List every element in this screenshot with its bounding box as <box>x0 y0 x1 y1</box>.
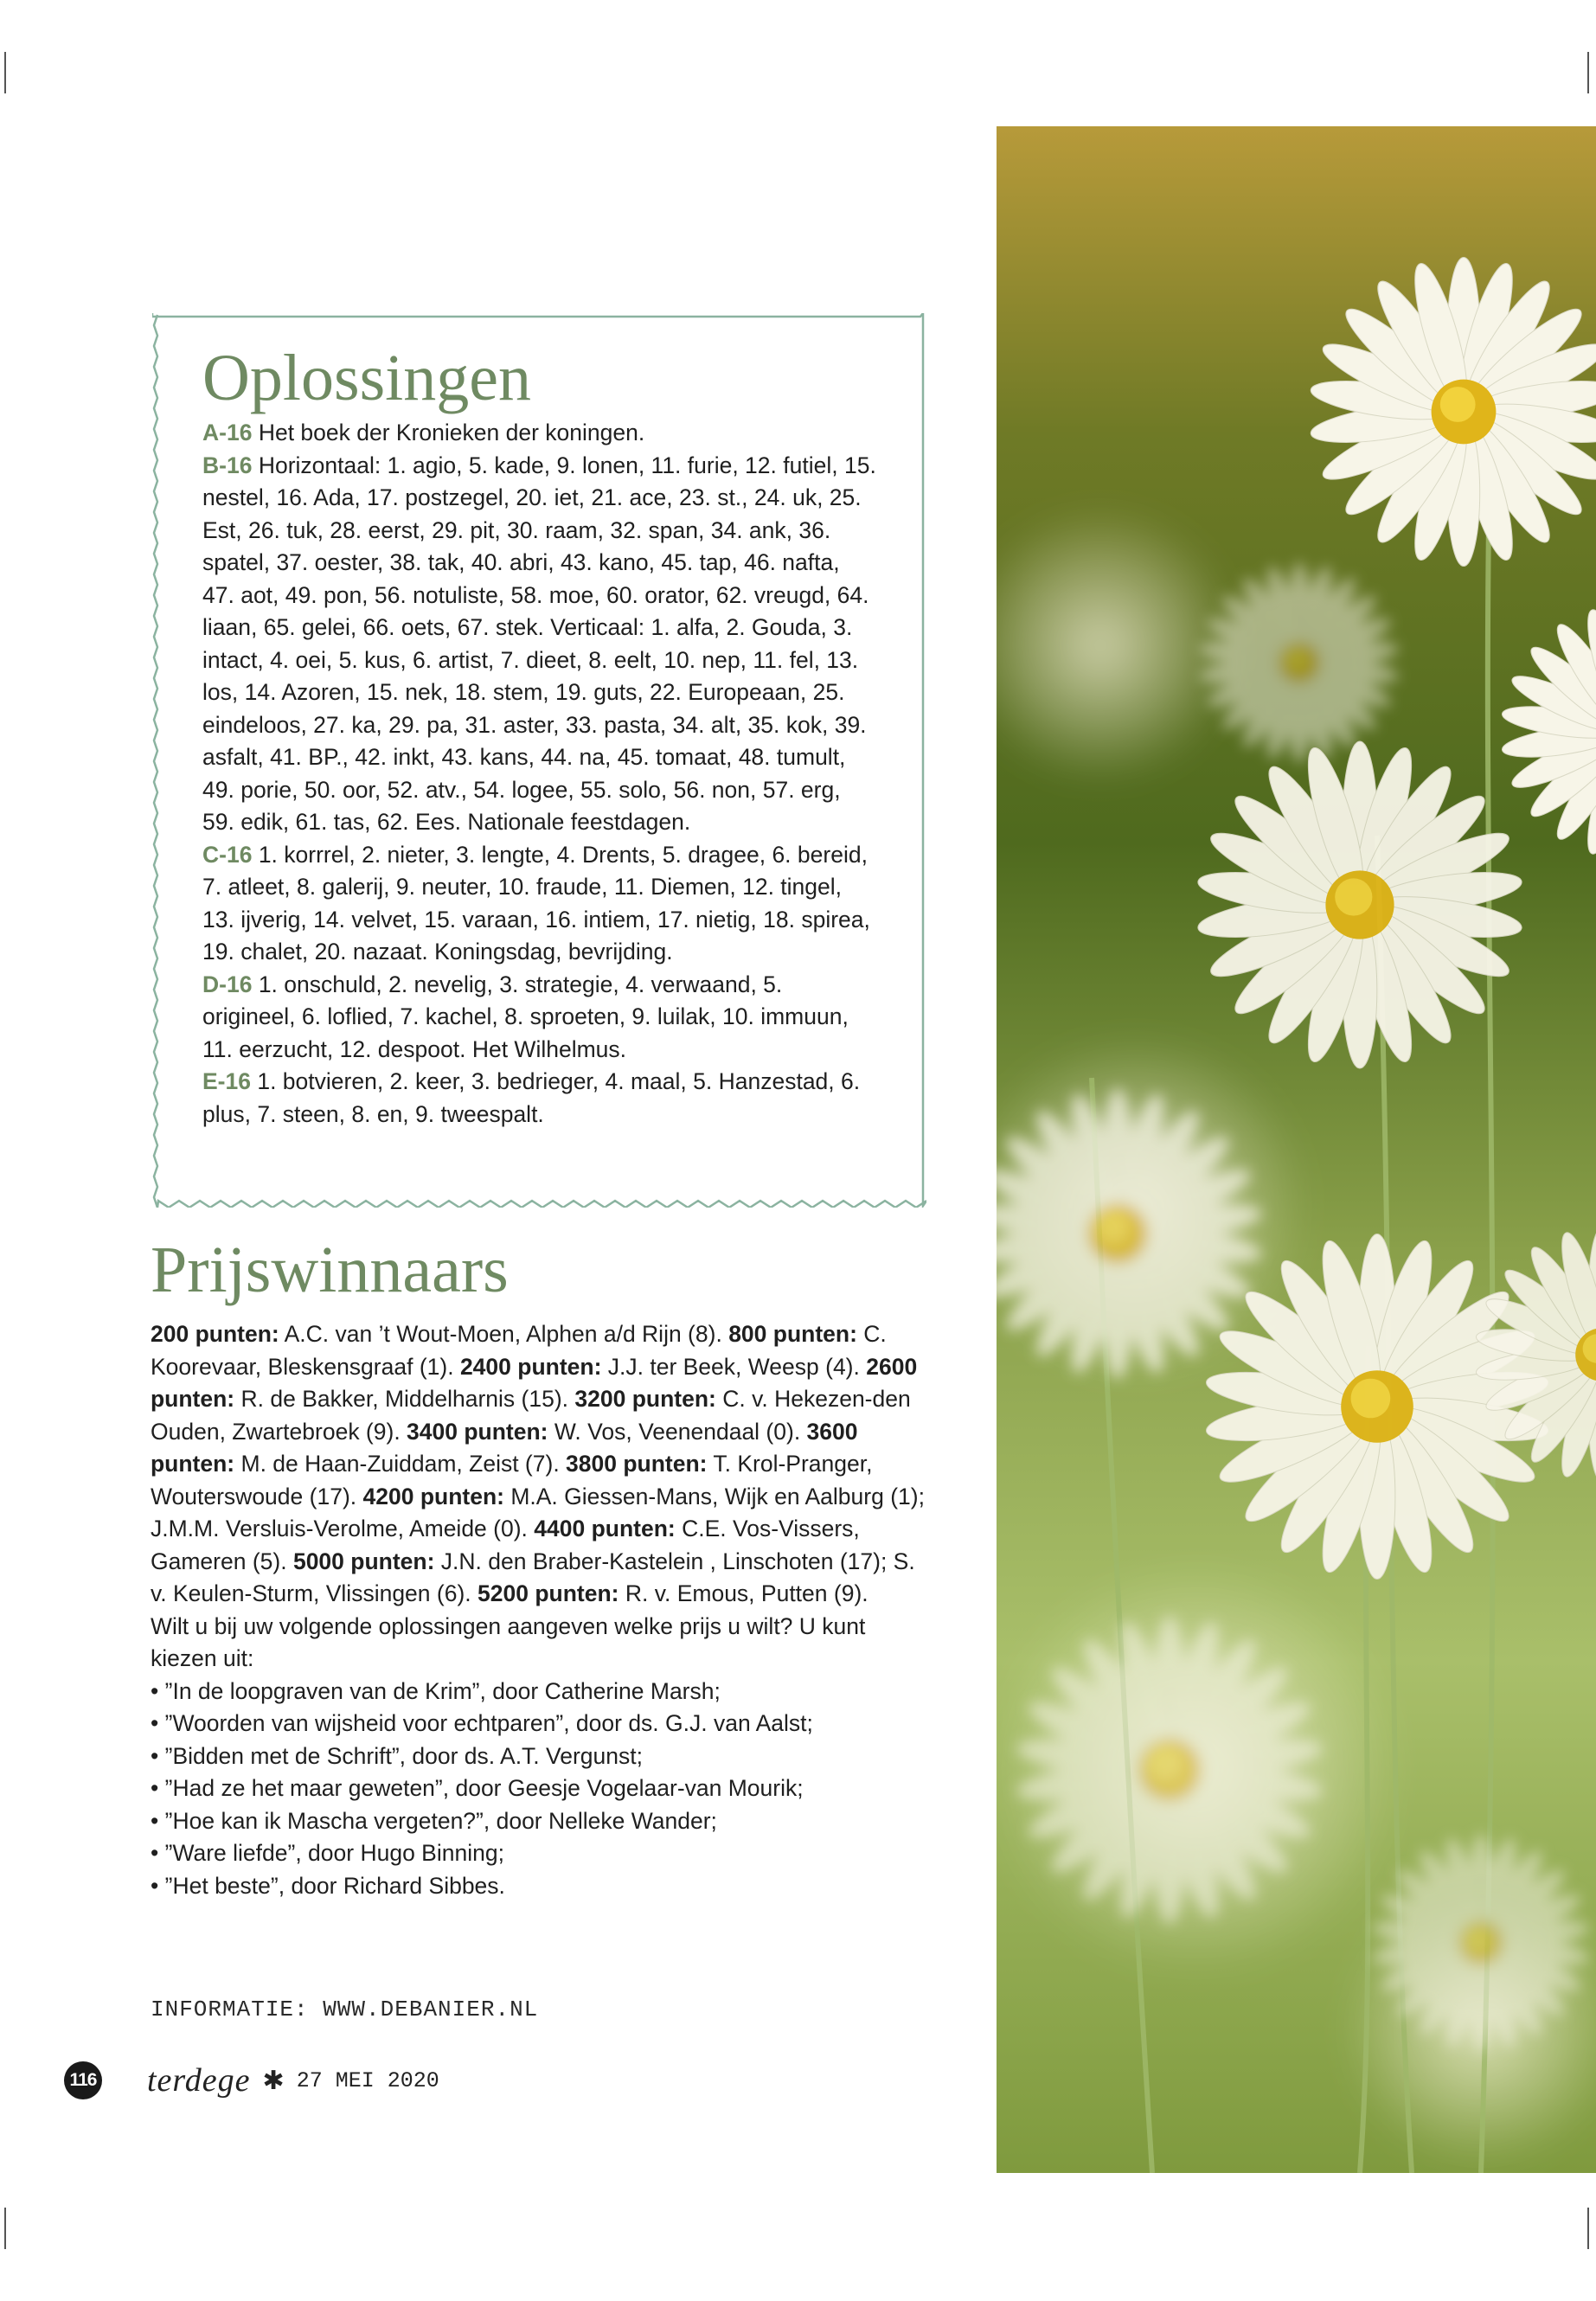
solution-entry <box>202 1066 877 1131</box>
solution-code: B-16 <box>202 452 253 478</box>
prize-intro: Wilt u bij uw volgende oplossingen aangeven welke prijs u wilt? U kunt kiezen uit: <box>151 1612 866 1671</box>
star-icon: ✱ <box>262 2066 285 2095</box>
issue-date: 27 MEI 2020 <box>296 2067 439 2093</box>
winner-names: C. Koorevaar, Bleskensgraaf (1). <box>151 1321 887 1380</box>
prize-item: • ”Ware liefde”, door Hugo Binning; <box>151 1837 929 1870</box>
solutions-title: Oplossingen <box>202 342 531 414</box>
points-label: 200 punten: <box>151 1321 279 1347</box>
solution-text: 1. korrrel, 2. nieter, 3. lengte, 4. Drents, 5. dragee, 6. bereid, 7. atleet, 8. galerij, 9. neuter, 10. fraude, 11. Diemen, 12. tingel, 13. ijverig, 14. velvet, 15. varaan, 16. intiem, 17. nietig, 18. spirea, 19. chalet, 20. nazaat. Koningsdag, bevrijding. <box>202 841 870 965</box>
winner-names: A.C. van ’t Wout-Moen, Alphen a/d Rijn (8). <box>279 1321 729 1347</box>
solution-code: A-16 <box>202 420 253 445</box>
crop-mark <box>1587 52 1589 93</box>
solutions-text <box>202 417 877 1131</box>
winner-names: J.J. ter Beek, Weesp (4). <box>601 1353 867 1380</box>
crop-mark <box>4 52 6 93</box>
solution-entry <box>202 839 877 969</box>
crop-mark <box>4 2208 6 2249</box>
page-number: 116 <box>64 2061 102 2099</box>
daisy-illustration <box>997 126 1596 2173</box>
prize-item: • ”Hoe kan ik Mascha vergeten?”, door Nelleke Wander; <box>151 1805 929 1838</box>
points-label: 800 punten: <box>728 1321 857 1347</box>
winners-list <box>151 1318 929 1611</box>
daisy-photo <box>997 126 1596 2173</box>
points-label: 3400 punten: <box>407 1418 548 1445</box>
solution-text: Het boek der Kronieken der koningen. <box>252 420 645 445</box>
points-label: 3800 punten: <box>566 1451 708 1477</box>
points-label: 2600 punten: <box>151 1353 918 1412</box>
solution-text: Horizontaal: 1. agio, 5. kade, 9. lonen, 11. furie, 12. futiel, 15. nestel, 16. Ada, 17. postzegel, 20. iet, 21. ace, 23. st., 24. uk, 25. Est, 26. tuk, 28. eerst, 29. pit, 30. raam, 32. span, 34. ank, 36. spatel, 37. oester, 38. tak, 40. abri, 43. kano, 45. tap, 46. nafta, 47. aot, 49. pon, 56. notuliste, 58. moe, 60. orator, 62. vreugd, 64. liaan, 65. gelei, 66. oets, 67. stek. Verticaal: 1. alfa, 2. Gouda, 3. intact, 4. oei, 5. kus, 6. artist, 7. dieet, 8. eelt, 10. nep, 11. fel, 13. los, 14. Azoren, 15. nek, 18. stem, 19. guts, 22. Europeaan, 25. eindeloos, 27. ka, 29. pa, 31. aster, 33. pasta, 34. alt, 35. kok, 39. asfalt, 41. BP., 42. inkt, 43. kans, 44. na, 45. tomaat, 48. tumult, 49. porie, 50. oor, 52. atv., 54. logee, 55. solo, 56. non, 57. erg, 59. edik, 61. tas, 62. Ees. Nationale feestdagen. <box>202 452 876 835</box>
crop-mark <box>1587 2208 1589 2249</box>
prize-item: • ”Had ze het maar geweten”, door Geesje Vogelaar-van Mourik; <box>151 1772 929 1805</box>
info-link[interactable]: INFORMATIE: WWW.DEBANIER.NL <box>151 1997 539 2022</box>
solution-entry <box>202 969 877 1067</box>
prize-item: • ”Woorden van wijsheid voor echtparen”, door ds. G.J. van Aalst; <box>151 1708 929 1740</box>
points-label: 3200 punten: <box>574 1386 716 1412</box>
winner-names: C. v. Hekezen-den Ouden, Zwartebroek (9). <box>151 1386 911 1445</box>
winners-title: Prijswinnaars <box>151 1234 509 1306</box>
winner-names: J.N. den Braber-Kastelein , Linschoten (17); S. v. Keulen-Sturm, Vlissingen (6). <box>151 1548 915 1606</box>
solution-code: E-16 <box>202 1068 251 1094</box>
winner-names: M. de Haan-Zuiddam, Zeist (7). <box>234 1451 567 1477</box>
winner-names: M.A. Giessen-Mans, Wijk en Aalburg (1); J.M.M. Versluis-Verolme, Ameide (0). <box>151 1483 925 1541</box>
winner-names: C.E. Vos-Vissers, Gameren (5). <box>151 1516 860 1574</box>
magazine-name: terdege <box>147 2062 251 2099</box>
solution-entry <box>202 417 877 450</box>
points-label: 3600 punten: <box>151 1418 858 1477</box>
prize-item: • ”Het beste”, door Richard Sibbes. <box>151 1870 929 1903</box>
prize-item: • ”In de loopgraven van de Krim”, door Catherine Marsh; <box>151 1676 929 1708</box>
points-label: 4400 punten: <box>534 1516 676 1541</box>
points-label: 4200 punten: <box>362 1483 504 1509</box>
winners-text <box>151 1318 929 1902</box>
winner-names: R. v. Emous, Putten (9). <box>619 1580 869 1606</box>
solution-code: D-16 <box>202 971 253 997</box>
winner-names: W. Vos, Veenendaal (0). <box>548 1418 807 1445</box>
points-label: 5200 punten: <box>478 1580 619 1606</box>
solution-code: C-16 <box>202 841 253 868</box>
winners-section <box>151 1228 929 1902</box>
points-label: 2400 punten: <box>459 1353 602 1380</box>
solutions-box <box>152 313 926 1208</box>
prize-list <box>151 1676 929 1903</box>
page-footer <box>64 2060 439 2101</box>
solution-text: 1. botvieren, 2. keer, 3. bedrieger, 4. maal, 5. Hanzestad, 6. plus, 7. steen, 8. en, 9. tweespalt. <box>202 1068 861 1127</box>
winner-names: T. Krol-Pranger, Wouterswoude (17). <box>151 1451 873 1509</box>
solution-entry <box>202 450 877 839</box>
points-label: 5000 punten: <box>292 1548 435 1574</box>
solution-text: 1. onschuld, 2. nevelig, 3. strategie, 4. verwaand, 5. origineel, 6. loflied, 7. kachel, 8. sproeten, 9. luilak, 10. immuun, 11. eerzucht, 12. despoot. Het Wilhelmus. <box>202 971 849 1062</box>
solutions-content <box>202 339 877 1131</box>
prize-item: • ”Bidden met de Schrift”, door ds. A.T. Vergunst; <box>151 1740 929 1773</box>
winner-names: R. de Bakker, Middelharnis (15). <box>234 1386 575 1412</box>
